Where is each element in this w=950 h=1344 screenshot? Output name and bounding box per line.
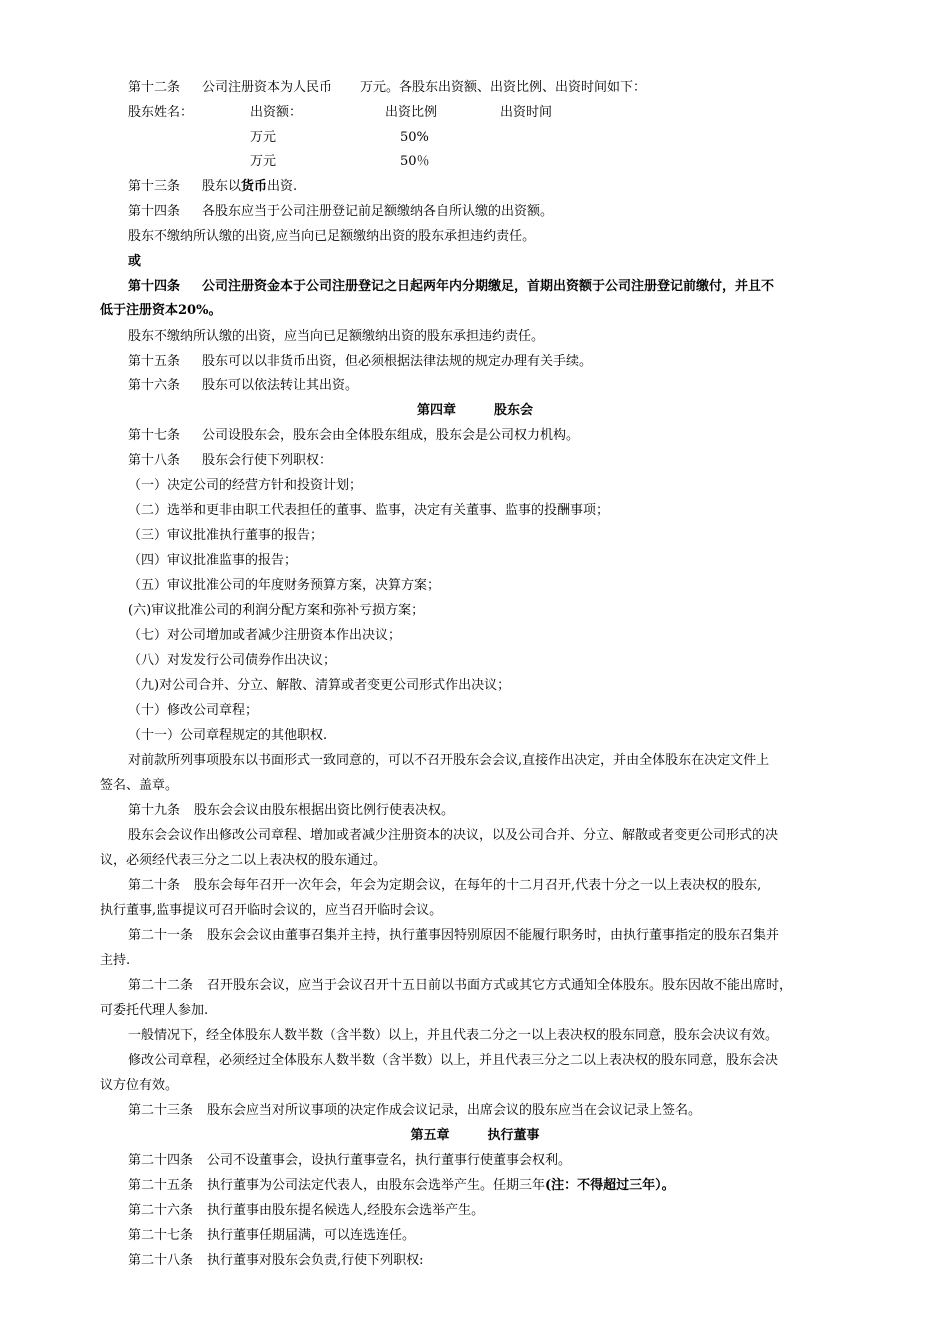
paragraph-cont: 议，必须经代表三分之二以上表决权的股东通过。 — [100, 853, 387, 868]
header-ratio: 出资比例 — [385, 105, 438, 120]
article-13 — [128, 179, 858, 195]
list-item: （四）审议批准监事的报告； — [128, 553, 298, 568]
list-item: （十）修改公司章程； — [128, 703, 259, 718]
article-21-cont: 主持. — [100, 953, 131, 968]
article-text: 万元。各股东出资额、出资比例、出资时间如下： — [360, 80, 647, 95]
header-amount: 出资额： — [250, 105, 303, 120]
chapter-title: 股东会 — [494, 403, 534, 418]
article-27 — [128, 1228, 858, 1244]
article-label: 第十四条 — [128, 279, 181, 294]
header-name: 股东姓名： — [128, 105, 194, 120]
article-14 — [128, 204, 858, 220]
article-label: 第二十一条 — [128, 928, 194, 943]
contribution-table-header — [128, 105, 858, 121]
article-text: 股东会会议由董事召集并主持，执行董事因特别原因不能履行职务时，由执行董事指定的股东召集并 — [207, 928, 780, 943]
article-15 — [128, 354, 858, 370]
paragraph: 一般情况下，经全体股东人数半数（含半数）以上，并且代表二分之一以上表决权的股东同意，股东会决议有效。 — [128, 1028, 779, 1043]
article-text: 执行董事由股东提名候选人,经股东会选举产生。 — [207, 1203, 485, 1218]
article-text: 执行董事为公司法定代表人，由股东会选举产生。任期三年 — [207, 1178, 546, 1193]
article-label: 第十三条 — [128, 179, 181, 194]
article-22-cont: 可委托代理人参加. — [100, 1003, 209, 1018]
list-item: (六)审议批准公司的利润分配方案和弥补亏损方案； — [128, 603, 425, 618]
or-label: 或 — [128, 254, 142, 269]
article-24 — [128, 1153, 858, 1169]
row-amount: 万元 — [250, 130, 277, 145]
article-text: 股东会行使下列职权： — [202, 453, 333, 468]
paragraph: 修改公司章程，必须经过全体股东人数半数（含半数）以上，并且代表三分之二以上表决权的股东同意，股东会决 — [128, 1053, 779, 1068]
chapter-number: 第四章 — [416, 403, 456, 418]
paragraph: 股东不缴纳所认缴的出资,应当向已足额缴纳出资的股东承担违约责任。 — [128, 229, 536, 244]
chapter-title: 执行董事 — [487, 1128, 540, 1143]
article-label: 第二十二条 — [128, 978, 194, 993]
list-item: （一）决定公司的经营方针和投资计划； — [128, 478, 363, 493]
list-item: （五）审议批准公司的年度财务预算方案，决算方案； — [128, 578, 441, 593]
article-text: 股东会每年召开一次年会，年会为定期会议，在每年的十二月召开,代表十分之一以上表决权的股东, — [194, 878, 762, 893]
chapter-4-heading — [0, 403, 950, 419]
article-text: 股东以 — [202, 179, 242, 194]
article-note: (注：不得超过三年）。 — [545, 1178, 675, 1193]
list-item: （十一）公司章程规定的其他职权. — [128, 728, 328, 743]
article-text: 公司注册资本为人民币 — [202, 80, 333, 95]
article-label: 第二十四条 — [128, 1153, 194, 1168]
article-28 — [128, 1253, 858, 1269]
article-label: 第十八条 — [128, 453, 181, 468]
article-label: 第十四条 — [128, 204, 181, 219]
article-label: 第二十七条 — [128, 1228, 194, 1243]
list-item: （二）选举和更非由职工代表担任的董事、监事，决定有关董事、监事的投酬事项； — [128, 503, 610, 518]
list-item: （三）审议批准执行董事的报告； — [128, 528, 324, 543]
article-text: 公司注册资金本于公司注册登记之日起两年内分期缴足，首期出资额于公司注册登记前缴付，并且不 — [202, 279, 775, 294]
article-text: 执行董事任期届满，可以连选连任。 — [207, 1228, 416, 1243]
paragraph-cont: 签名、盖章。 — [100, 778, 179, 793]
paragraph: 股东不缴纳所认缴的出资，应当向已足额缴纳出资的股东承担违约责任。 — [128, 329, 545, 344]
paragraph: 对前款所列事项股东以书面形式一致同意的，可以不召开股东会会议,直接作出决定，并由全体股东在决定文件上 — [128, 753, 770, 768]
article-label: 第二十五条 — [128, 1178, 194, 1193]
row-ratio: 50% — [400, 130, 429, 145]
header-time: 出资时间 — [500, 105, 553, 120]
article-text: 公司不设董事会，设执行董事壹名，执行董事行使董事会权利。 — [207, 1153, 572, 1168]
article-text: 执行董事对股东会负责,行使下列职权: — [207, 1253, 424, 1268]
row-ratio: 50％ — [400, 154, 430, 169]
article-14-alt — [128, 279, 858, 295]
article-17 — [128, 428, 858, 444]
article-text: 股东可以以非货币出资，但必须根据法律法规的规定办理有关手续。 — [202, 354, 593, 369]
article-label: 第十六条 — [128, 378, 181, 393]
article-label: 第二十六条 — [128, 1203, 194, 1218]
article-12 — [128, 80, 858, 96]
article-20 — [128, 878, 858, 894]
article-label: 第二十三条 — [128, 1103, 194, 1118]
article-21 — [128, 928, 858, 944]
article-text-bold: 货币 — [241, 179, 268, 194]
list-item: （九)对公司合并、分立、解散、清算或者变更公司形式作出决议； — [128, 678, 511, 693]
article-label: 第二十条 — [128, 878, 181, 893]
chapter-number: 第五章 — [410, 1128, 450, 1143]
article-26 — [128, 1203, 858, 1219]
article-20-cont: 执行董事,监事提议可召开临时会议的，应当召开临时会议。 — [100, 903, 443, 918]
article-text: 股东可以依法转让其出资。 — [202, 378, 359, 393]
list-item: （七）对公司增加或者减少注册资本作出决议； — [128, 628, 402, 643]
article-22 — [128, 978, 858, 994]
article-text: 股东会应当对所议事项的决定作成会议记录，出席会议的股东应当在会议记录上签名。 — [207, 1103, 702, 1118]
article-text: 召开股东会议，应当于会议召开十五日前以书面方式或其它方式通知全体股东。股东因故不能出席时， — [207, 978, 793, 993]
article-text: 股东会会议由股东根据出资比例行使表决权。 — [194, 803, 455, 818]
article-16 — [128, 378, 858, 394]
paragraph-cont: 议方位有效。 — [100, 1078, 179, 1093]
article-label: 第十七条 — [128, 428, 181, 443]
chapter-5-heading — [0, 1128, 950, 1144]
article-text: 出资. — [267, 179, 298, 194]
article-23 — [128, 1103, 858, 1119]
list-item: （八）对发发行公司债券作出决议； — [128, 653, 337, 668]
paragraph: 股东会会议作出修改公司章程、增加或者减少注册资本的决议，以及公司合并、分立、解散或者变更公司形式的决 — [128, 828, 779, 843]
article-label: 第十二条 — [128, 80, 181, 95]
row-amount: 万元 — [250, 154, 277, 169]
article-label: 第二十八条 — [128, 1253, 194, 1268]
article-label: 第十五条 — [128, 354, 181, 369]
article-19 — [128, 803, 858, 819]
article-label: 第十九条 — [128, 803, 181, 818]
article-18 — [128, 453, 858, 469]
article-14-alt-cont: 低于注册资本20%。 — [100, 303, 222, 318]
article-text: 公司设股东会，股东会由全体股东组成，股东会是公司权力机构。 — [202, 428, 580, 443]
article-25 — [128, 1178, 858, 1194]
article-text: 各股东应当于公司注册登记前足额缴纳各自所认缴的出资额。 — [202, 204, 554, 219]
